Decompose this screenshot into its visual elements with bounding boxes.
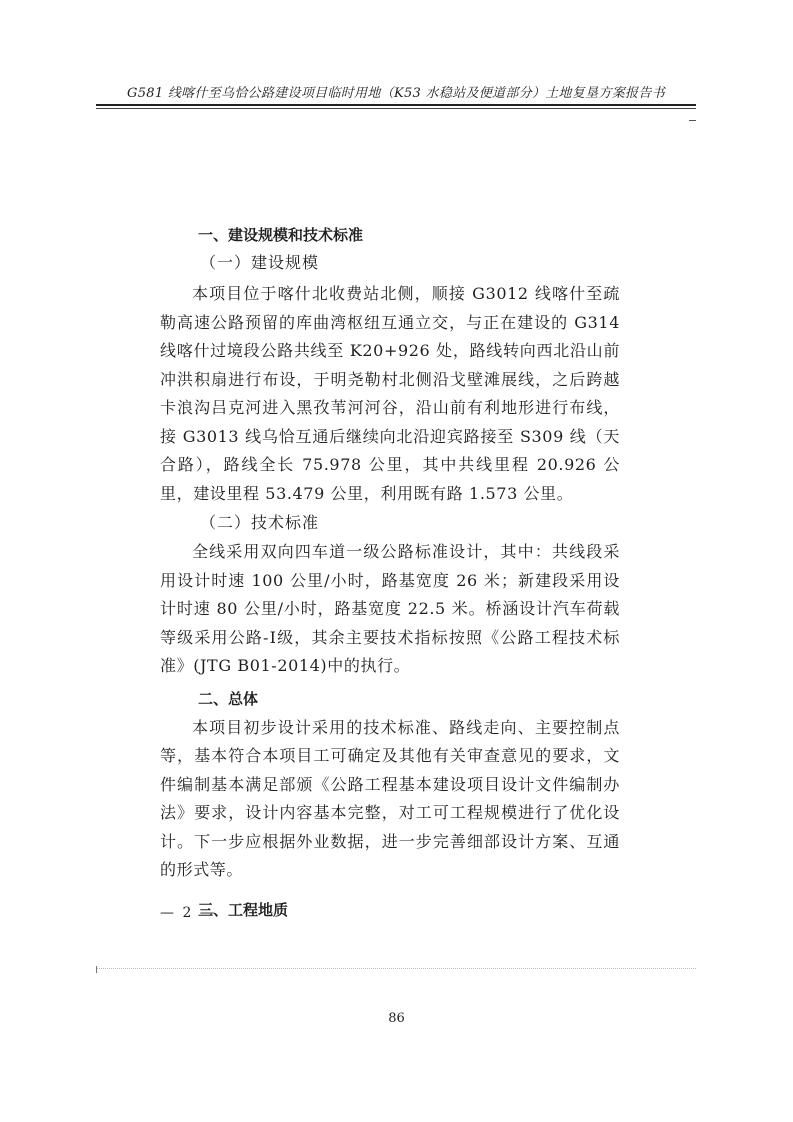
subsection-heading-standards: （二）技术标准 [200, 513, 320, 532]
inner-page-number: — 2 — [160, 905, 216, 921]
header-rule-thin [96, 108, 696, 109]
paragraph-overall: 本项目初步设计采用的技术标准、路线走向、主要控制点等，基本符合本项目工可确定及其他有关审查意见的要求，文件编制基本满足部颁《公路工程基本建设项目设计文件编制办法》要求，设计内容基本完整，对工可工程规模进行了优化设计。下一步应根据外业数据，进一步完善细部设计方案、互通的形式等。 [160, 717, 620, 879]
paragraph-construction-scale: 本项目位于喀什北收费站北侧，顺接 G3012 线喀什至疏勒高速公路预留的库曲湾枢纽互通立交，与正在建设的 G314 线喀什过境段公路共线至 K20+926 处，路线转向西北沿山前冲洪积扇进行布设，于明尧勒村北侧沿戈壁滩展线，之后跨越卡浪沟吕克河进入黑孜苇河河谷，沿山前有利地形进行布线，接 G3013 线乌恰互通后继续向北沿迎宾路接至 S309 线（天合路），路线全长 75.978 公里，其中共线里程 20.926 公里，建设里程 53.479 公里，利用既有路 1.573 公里。 [160, 284, 620, 503]
bottom-rule [96, 968, 696, 969]
page-number: 86 [388, 1011, 405, 1026]
header-rule-thick [96, 104, 696, 106]
section-heading-geology: 三、工程地质 [198, 900, 289, 919]
running-header: G581 线喀什至乌恰公路建设项目临时用地（K53 水稳站及便道部分）土地复垦方案报告书 [127, 86, 665, 101]
bottom-tick [96, 966, 97, 973]
paragraph-technical-standards: 全线采用双向四车道一级公路标准设计，其中：共线段采用设计时速 100 公里/小时，路基宽度 26 米；新建段采用设计时速 80 公里/小时，路基宽度 22.5 米。桥涵设计汽车荷载等级采用公路-Ⅰ级，其余主要技术指标按照《公路工程技术标准》(JTG B01-2014)中的执行。 [160, 542, 620, 675]
corner-mark [689, 120, 696, 121]
section-heading-scale-standards: 一、建设规模和技术标准 [198, 226, 364, 244]
subsection-heading-scale: （一）建设规模 [200, 253, 320, 272]
document-body [160, 222, 620, 923]
section-heading-overall: 二、总体 [198, 689, 259, 708]
